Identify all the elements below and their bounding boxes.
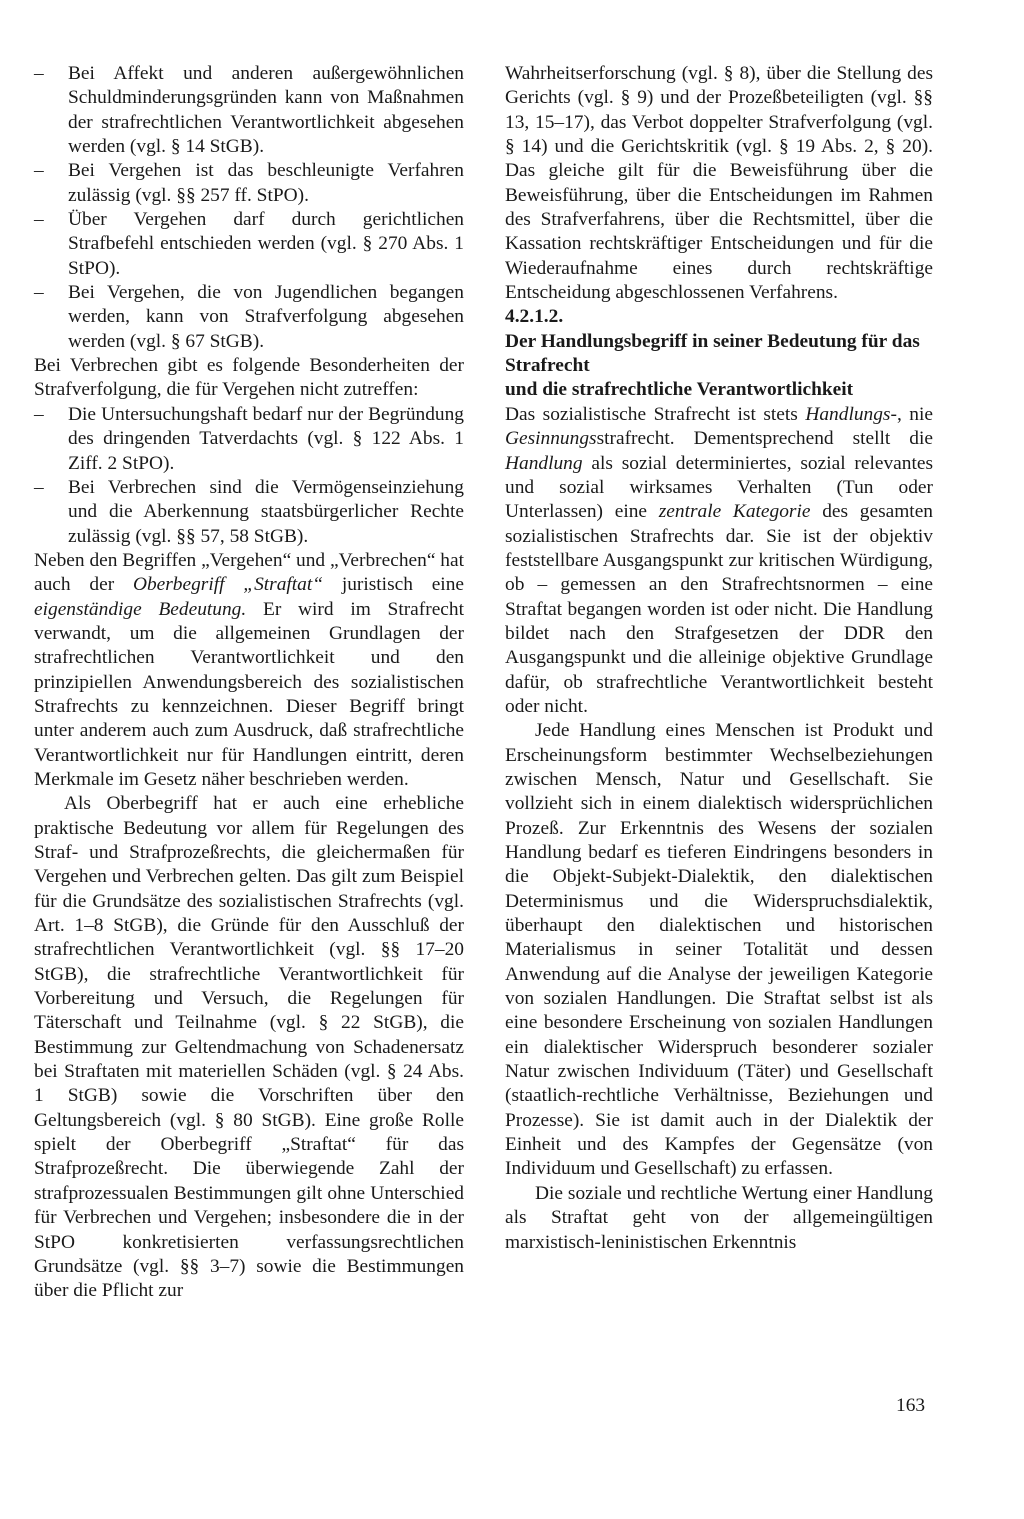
section-title-line-1: Der Handlungsbegriff in seiner Bedeutung für das Strafrecht [505,330,920,377]
list-item-text: Bei Verbrechen sind die Vermögenseinziehung und die Aberkennung staatsbürgerlicher Rechte zulässig (vgl. §§ 57, 58 StGB). [68,476,464,547]
text-run: als sozial determiniertes, sozial relevantes und sozial wirksames Verhalten (Tun oder Unterlassen) eine [505,452,933,523]
list-item-text: Über Vergehen darf durch gerichtlichen Strafbefehl entschieden werden (vgl. § 270 Abs. 1 StPO). [68,209,464,279]
emphasis-oberbegriff: Oberbegriff „Straftat“ [132,574,324,596]
emphasis-handlung: Handlung [505,452,583,474]
list-item [34,62,464,159]
list-item-text: Bei Affekt und anderen außergewöhnlichen Schuldminderungsgründen kann von Maßnahmen der strafrechtlichen Verantwortlichkeit abgesehen werden (vgl. § 14 StGB). [68,63,464,158]
paragraph-handlungsbegriff [505,403,933,719]
emphasis-handlungs: Handlungs- [805,403,897,425]
list-item [34,159,464,208]
emphasis-eigenstaendig: eigenständige Bedeutung. [34,598,247,620]
emphasis-zentrale-kategorie: zentrale Kategorie [658,501,811,523]
text-run: strafrecht. Dementsprechend stellt die [596,428,933,450]
list-dash: – [34,209,44,231]
paragraph-verbrechen-intro: Bei Verbrechen gibt es folgende Besonderheiten der Strafverfolgung, die für Vergehen nicht zutreffen: [34,355,464,401]
text-run: Neben den Begriffen „Vergehen“ und „Verbrechen“ hat auch der [34,549,464,596]
list-item [34,208,464,281]
section-title-line-2: und die strafrechtliche Verantwortlichkeit [505,379,854,401]
text-run: Das sozialistische Strafrecht ist stets [505,403,806,425]
right-column [505,62,933,1255]
paragraph-praktische-bedeutung: Als Oberbegriff hat er auch eine erhebliche praktische Bedeutung vor allem für Regelungen des Straf- und Strafprozeßrechts, die gleichermaßen für Vergehen und Verbrechen gelten. Das gilt zum Beispiel für die Grundsätze des sozialistischen Strafrechts (vgl. Art. 1–8 StGB), die Gründe für den Ausschluß der strafrechtlichen Verantwortlichkeit (vgl. §§ 17–20 StGB), die strafrechtliche Verantwortlichkeit für Vorbereitung und Versuch, die Regelungen für Täterschaft und Teilnahme (vgl. § 22 StGB), die Bestimmung zur Geltendmachung von Schadenersatz bei Straftaten mit materiellen Schäden (vgl. § 24 Abs. 1 StGB) sowie die Vorschriften über den Geltungsbereich (vgl. § 80 StGB). Eine große Rolle spielt der Oberbegriff „Straftat“ für das Strafprozeßrecht. Die überwiegende Zahl der strafprozessualen Bestimmungen gilt ohne Unterschied für Verbrechen und Vergehen; insbesondere die in der StPO konkretisierten verfassungsrechtlichen Grundsätze (vgl. §§ 3–7) sowie die Bestimmungen über die Pflicht zur [34,793,464,1302]
text-run: , nie [896,403,933,425]
list-item [34,476,464,549]
page-number: 163 [896,1395,926,1416]
text-run: des gesamten sozialistischen Strafrechts dar. Sie ist der objektiv feststellbare Ausgangspunkt zur kritischen Würdigung, ob – gemessen an den Strafrechtsnormen – eine Straftat begangen worden ist oder nicht. Die Handlung bildet nach den Strafgesetzen der DDR den Ausgangspunkt und die alleinige objektive Grundlage dafür, ob strafrechtliche Verantwortlichkeit besteht oder nicht. [505,501,933,717]
paragraph-continuation: Wahrheitserforschung (vgl. § 8), über die Stellung des Gerichts (vgl. § 9) und der Prozeßbeteiligten (vgl. §§ 13, 15–17), das Verbot doppelter Strafverfolgung (vgl. § 14) und die Gerichtskritik (vgl. § 19 Abs. 2, § 20). Das gleiche gilt für die Beweisführung über die Beweisführung, über die Entscheidungen im Rahmen des Strafverfahrens, über die Rechtsmittel, über die Kassation rechtskräftiger Entscheidungen und für die Wiederaufnahme eines durch rechtskräftige Entscheidung abgeschlossenen Verfahrens. [505,63,933,304]
paragraph-jede-handlung: Jede Handlung eines Menschen ist Produkt und Erscheinungsform bestimmter Wechselbeziehungen zwischen Mensch, Natur und Gesellschaft. Sie vollzieht sich in einem dialektisch widersprüchlichen Prozeß. Zur Erkenntnis des Wesens der sozialen Handlung bedarf es tieferen Eindringens besonders in die Objekt-Subjekt-Dialektik, den dialektischen Determinismus und die Widerspruchsdialektik, überhaupt den dialektischen und historischen Materialismus in seiner Totalität und dessen Anwendung auf die Analyse der jeweiligen Kategorie von sozialen Handlungen. Die Straftat selbst ist als eine besondere Erscheinung von sozialen Handlungen ein dialektischer Widerspruch besonderer sozialer Natur zwischen Individuum (Täter) und Gesellschaft (staatlich-rechtliche Verhältnisse, Beziehungen und Prozesse). Sie ist damit auch in der Dialektik der Einheit und des Kampfes der Gegensätze (von Individuum und Gesellschaft) zu erfassen. [505,720,933,1180]
list-item-text: Bei Vergehen, die von Jugendlichen begangen werden, kann von Strafverfolgung abgesehen werden (vgl. § 67 StGB). [68,282,464,352]
left-column [34,62,464,1304]
list-item-text: Bei Vergehen ist das beschleunigte Verfahren zulässig (vgl. §§ 257 ff. StPO). [68,160,464,206]
paragraph-oberbegriff [34,549,464,792]
list-dash: – [34,160,44,182]
list-item [34,281,464,354]
text-run: Er wird im Strafrecht verwandt, um die allgemeinen Grundlagen der strafrechtlichen Verantwortlichkeit und den prinzipiellen Anwendungsbereich des sozialistischen Strafrechts zu kennzeichnen. Dieser Begriff bringt unter anderem auch zum Ausdruck, daß strafrechtliche Verantwortlichkeit nur für Handlungen eintritt, deren Merkmale im Gesetz näher beschrieben werden. [34,598,464,790]
emphasis-gesinnungs: Gesinnungs [505,428,597,450]
list-dash: – [34,63,44,84]
list-dash: – [34,282,44,304]
list-item [34,403,464,476]
list-item-text: Die Untersuchungshaft bedarf nur der Begründung des dringenden Tatverdachts (vgl. § 122 Abs. 1 Ziff. 2 StPO). [68,403,464,474]
section-number: 4.2.1.2. [505,306,564,328]
list-dash: – [34,476,44,498]
list-dash: – [34,403,44,425]
text-run: juristisch eine [323,574,464,596]
paragraph-wertung: Die soziale und rechtliche Wertung einer Handlung als Straftat geht von der allgemeingültigen marxistisch-leninistischen Erkenntnis [505,1182,933,1253]
